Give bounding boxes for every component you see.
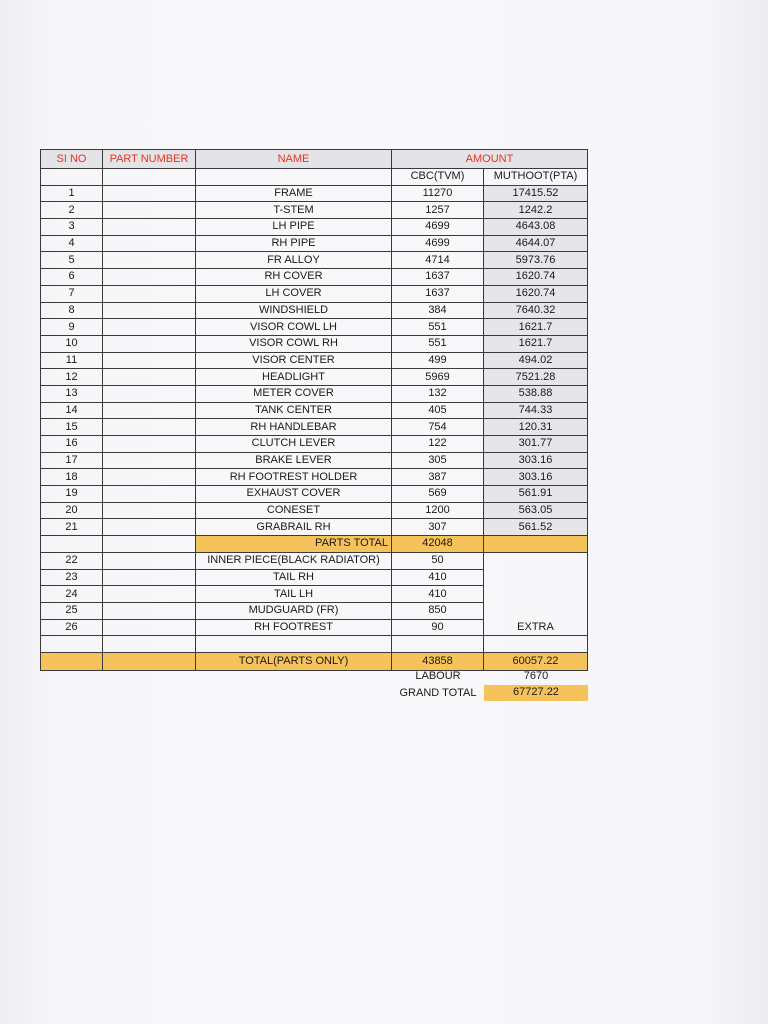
si-no-cell: 2 xyxy=(41,202,103,219)
muthoot-value-cell: 563.05 xyxy=(484,502,588,519)
si-no-cell: 4 xyxy=(41,235,103,252)
muthoot-value-cell xyxy=(484,569,588,586)
muthoot-value-cell: 561.52 xyxy=(484,519,588,536)
header-row xyxy=(41,150,588,169)
table-row xyxy=(41,602,588,619)
muthoot-value-cell: 7640.32 xyxy=(484,302,588,319)
si-no-cell: 23 xyxy=(41,569,103,586)
part-name-cell: TAIL LH xyxy=(196,586,392,603)
cbc-value-cell: 4699 xyxy=(392,235,484,252)
si-no-cell: 13 xyxy=(41,385,103,402)
part-number-cell xyxy=(103,302,196,319)
part-number-cell xyxy=(103,486,196,503)
si-no-cell: 20 xyxy=(41,502,103,519)
si-no-cell: 24 xyxy=(41,586,103,603)
cbc-value-cell: 1200 xyxy=(392,502,484,519)
parts-total-row xyxy=(41,536,588,553)
muthoot-value-cell: 1242.2 xyxy=(484,202,588,219)
muthoot-value-cell xyxy=(484,552,588,569)
part-name-cell: RH FOOTREST HOLDER xyxy=(196,469,392,486)
part-name-cell: HEADLIGHT xyxy=(196,369,392,386)
si-no-cell: 17 xyxy=(41,452,103,469)
part-number-cell xyxy=(103,569,196,586)
cbc-value-cell: 405 xyxy=(392,402,484,419)
blank-row xyxy=(41,636,588,653)
part-name-cell: LH PIPE xyxy=(196,219,392,236)
part-name-cell: VISOR COWL LH xyxy=(196,319,392,336)
part-number-cell xyxy=(103,619,196,636)
table-row xyxy=(41,252,588,269)
cbc-value-cell: 50 xyxy=(392,552,484,569)
parts-total-muthoot xyxy=(484,536,588,553)
table-row xyxy=(41,269,588,286)
part-name-cell: TAIL RH xyxy=(196,569,392,586)
total-muthoot: 60057.22 xyxy=(484,652,588,670)
muthoot-value-cell xyxy=(484,602,588,619)
si-no-cell: 25 xyxy=(41,602,103,619)
empty-cell xyxy=(484,636,588,653)
si-no-cell: 5 xyxy=(41,252,103,269)
cbc-column-header: CBC(TVM) xyxy=(392,169,484,186)
name-header: NAME xyxy=(196,150,392,169)
cbc-value-cell: 850 xyxy=(392,602,484,619)
cbc-value-cell: 754 xyxy=(392,419,484,436)
labour-label: LABOUR xyxy=(415,670,461,682)
muthoot-value-cell: 1621.7 xyxy=(484,319,588,336)
part-number-cell xyxy=(103,202,196,219)
part-name-cell: RH PIPE xyxy=(196,235,392,252)
part-name-cell: FRAME xyxy=(196,185,392,202)
part-number-cell xyxy=(103,319,196,336)
si-no-cell: 11 xyxy=(41,352,103,369)
table-row xyxy=(41,486,588,503)
cbc-value-cell: 499 xyxy=(392,352,484,369)
table-row xyxy=(41,502,588,519)
muthoot-value-cell: 494.02 xyxy=(484,352,588,369)
part-name-cell: WINDSHIELD xyxy=(196,302,392,319)
cbc-value-cell: 551 xyxy=(392,319,484,336)
muthoot-value-cell: 303.16 xyxy=(484,452,588,469)
parts-table xyxy=(40,149,588,671)
table-row xyxy=(41,469,588,486)
muthoot-value-cell: 744.33 xyxy=(484,402,588,419)
cbc-value-cell: 122 xyxy=(392,436,484,453)
muthoot-value-cell: 1620.74 xyxy=(484,269,588,286)
muthoot-value-cell: 120.31 xyxy=(484,419,588,436)
part-number-cell xyxy=(103,252,196,269)
amount-header: AMOUNT xyxy=(392,150,588,169)
si-no-cell: 14 xyxy=(41,402,103,419)
part-name-cell: VISOR COWL RH xyxy=(196,335,392,352)
table-row xyxy=(41,436,588,453)
muthoot-column-header: MUTHOOT(PTA) xyxy=(484,169,588,186)
si-no-cell: 21 xyxy=(41,519,103,536)
total-label: TOTAL(PARTS ONLY) xyxy=(196,652,392,670)
cbc-value-cell: 1637 xyxy=(392,285,484,302)
table-row xyxy=(41,519,588,536)
part-number-cell xyxy=(103,285,196,302)
grand-total-value: 67727.22 xyxy=(484,685,588,701)
part-number-cell xyxy=(103,469,196,486)
cbc-value-cell: 410 xyxy=(392,586,484,603)
part-number-cell xyxy=(103,235,196,252)
muthoot-value-cell: 561.91 xyxy=(484,486,588,503)
part-name-cell: CLUTCH LEVER xyxy=(196,436,392,453)
table-row xyxy=(41,385,588,402)
parts-total-cbc: 42048 xyxy=(392,536,484,553)
part-number-cell xyxy=(103,419,196,436)
part-name-cell: GRABRAIL RH xyxy=(196,519,392,536)
muthoot-value-cell: 4644.07 xyxy=(484,235,588,252)
cbc-value-cell: 307 xyxy=(392,519,484,536)
part-name-cell: RH COVER xyxy=(196,269,392,286)
si-no-cell: 19 xyxy=(41,486,103,503)
empty-cell xyxy=(41,636,103,653)
si-no-cell: 7 xyxy=(41,285,103,302)
subheader-row xyxy=(41,169,588,186)
part-number-cell xyxy=(103,219,196,236)
labour-value: 7670 xyxy=(523,670,549,682)
part-number-header: PART NUMBER xyxy=(103,150,196,169)
si-no-cell: 8 xyxy=(41,302,103,319)
table-row xyxy=(41,235,588,252)
table-row xyxy=(41,619,588,636)
empty-cell xyxy=(103,536,196,553)
empty-cell xyxy=(41,536,103,553)
part-name-cell: EXHAUST COVER xyxy=(196,486,392,503)
grand-total-label: GRAND TOTAL xyxy=(399,687,477,699)
cbc-value-cell: 305 xyxy=(392,452,484,469)
total-row xyxy=(41,652,588,670)
extra-label: EXTRA xyxy=(484,619,588,636)
part-name-cell: MUDGUARD (FR) xyxy=(196,602,392,619)
cbc-value-cell: 384 xyxy=(392,302,484,319)
part-name-cell: T-STEM xyxy=(196,202,392,219)
table-row xyxy=(41,352,588,369)
empty-cell xyxy=(41,169,103,186)
muthoot-value-cell: 303.16 xyxy=(484,469,588,486)
si-no-cell: 22 xyxy=(41,552,103,569)
empty-cell xyxy=(103,636,196,653)
cbc-value-cell: 1257 xyxy=(392,202,484,219)
table-row xyxy=(41,185,588,202)
parts-total-label: PARTS TOTAL xyxy=(196,536,392,553)
si-no-cell: 15 xyxy=(41,419,103,436)
cbc-value-cell: 551 xyxy=(392,335,484,352)
part-number-cell xyxy=(103,436,196,453)
empty-cell xyxy=(196,636,392,653)
cbc-value-cell: 387 xyxy=(392,469,484,486)
part-number-cell xyxy=(103,402,196,419)
part-number-cell xyxy=(103,586,196,603)
muthoot-value-cell: 1621.7 xyxy=(484,335,588,352)
empty-cell xyxy=(41,652,103,670)
si-no-cell: 18 xyxy=(41,469,103,486)
part-number-cell xyxy=(103,185,196,202)
part-number-cell xyxy=(103,519,196,536)
empty-cell xyxy=(392,636,484,653)
table-row xyxy=(41,319,588,336)
table-row xyxy=(41,419,588,436)
part-number-cell xyxy=(103,552,196,569)
part-name-cell: RH HANDLEBAR xyxy=(196,419,392,436)
table-row xyxy=(41,302,588,319)
si-no-cell: 6 xyxy=(41,269,103,286)
table-row xyxy=(41,452,588,469)
part-name-cell: BRAKE LEVER xyxy=(196,452,392,469)
part-name-cell: VISOR CENTER xyxy=(196,352,392,369)
table-row xyxy=(41,569,588,586)
si-no-cell: 26 xyxy=(41,619,103,636)
empty-cell xyxy=(196,169,392,186)
si-no-cell: 1 xyxy=(41,185,103,202)
cbc-value-cell: 569 xyxy=(392,486,484,503)
table-row xyxy=(41,369,588,386)
part-name-cell: RH FOOTREST xyxy=(196,619,392,636)
table-row xyxy=(41,285,588,302)
empty-cell xyxy=(103,169,196,186)
cbc-value-cell: 410 xyxy=(392,569,484,586)
muthoot-value-cell: 7521.28 xyxy=(484,369,588,386)
muthoot-value-cell: 5973.76 xyxy=(484,252,588,269)
part-name-cell: CONESET xyxy=(196,502,392,519)
cbc-value-cell: 5969 xyxy=(392,369,484,386)
part-name-cell: LH COVER xyxy=(196,285,392,302)
part-number-cell xyxy=(103,352,196,369)
part-number-cell xyxy=(103,602,196,619)
muthoot-value-cell: 4643.08 xyxy=(484,219,588,236)
part-number-cell xyxy=(103,335,196,352)
muthoot-value-cell: 17415.52 xyxy=(484,185,588,202)
muthoot-value-cell: 301.77 xyxy=(484,436,588,453)
total-cbc: 43858 xyxy=(392,652,484,670)
si-no-cell: 16 xyxy=(41,436,103,453)
parts-table-body xyxy=(41,150,588,671)
part-number-cell xyxy=(103,452,196,469)
si-no-cell: 9 xyxy=(41,319,103,336)
cbc-value-cell: 90 xyxy=(392,619,484,636)
part-number-cell xyxy=(103,502,196,519)
part-name-cell: TANK CENTER xyxy=(196,402,392,419)
cbc-value-cell: 1637 xyxy=(392,269,484,286)
cbc-value-cell: 132 xyxy=(392,385,484,402)
muthoot-value-cell: 1620.74 xyxy=(484,285,588,302)
part-name-cell: METER COVER xyxy=(196,385,392,402)
part-name-cell: INNER PIECE(BLACK RADIATOR) xyxy=(196,552,392,569)
si-no-cell: 3 xyxy=(41,219,103,236)
cbc-value-cell: 11270 xyxy=(392,185,484,202)
table-row xyxy=(41,219,588,236)
muthoot-value-cell xyxy=(484,586,588,603)
cbc-value-cell: 4699 xyxy=(392,219,484,236)
si-no-header: SI NO xyxy=(41,150,103,169)
table-row xyxy=(41,335,588,352)
part-number-cell xyxy=(103,385,196,402)
part-name-cell: FR ALLOY xyxy=(196,252,392,269)
empty-cell xyxy=(103,652,196,670)
part-number-cell xyxy=(103,269,196,286)
si-no-cell: 12 xyxy=(41,369,103,386)
table-row xyxy=(41,202,588,219)
muthoot-value-cell: 538.88 xyxy=(484,385,588,402)
table-row xyxy=(41,402,588,419)
cbc-value-cell: 4714 xyxy=(392,252,484,269)
part-number-cell xyxy=(103,369,196,386)
table-row xyxy=(41,586,588,603)
table-row xyxy=(41,552,588,569)
si-no-cell: 10 xyxy=(41,335,103,352)
